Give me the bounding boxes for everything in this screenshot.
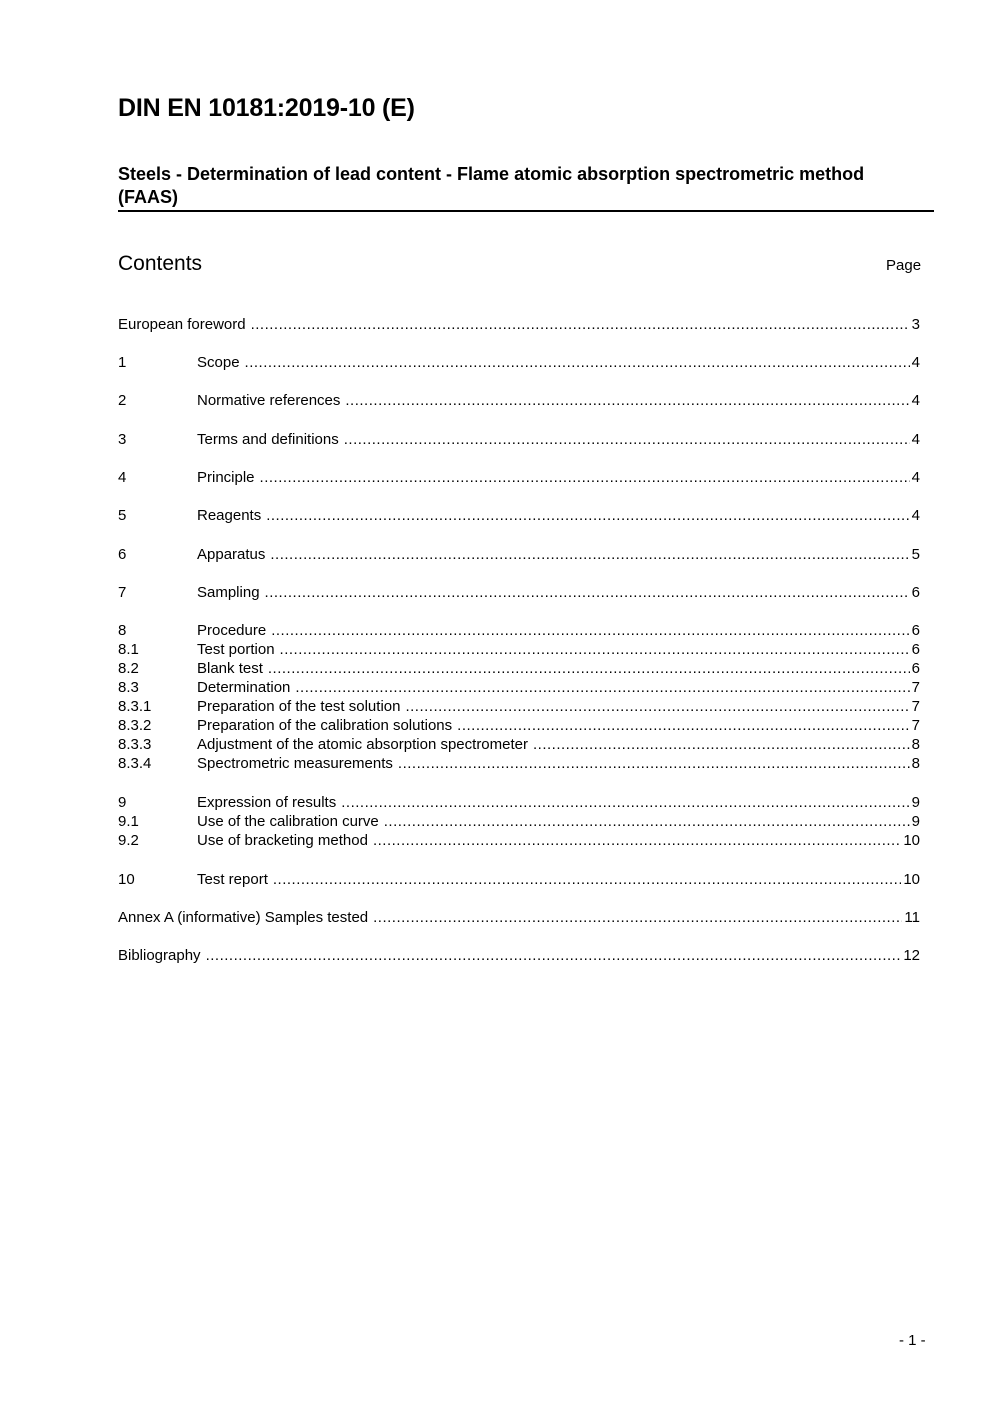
toc-entry-page: 4 [911,469,920,486]
toc-entry-title: Expression of results [197,794,337,811]
toc-entry-title: Adjustment of the atomic absorption spectrometer [197,736,528,753]
toc-entry[interactable] [118,679,920,698]
toc-entry-number: 10 [118,871,135,888]
toc-entry-title: Preparation of the calibration solutions [197,717,453,734]
toc-entry-page: 4 [911,392,920,409]
toc-entry-number: 9.1 [118,813,139,830]
toc-entry[interactable] [118,316,920,335]
page-number: - 1 - [899,1332,926,1349]
toc-entry-title: Terms and definitions [197,431,339,448]
dot-leader [341,794,909,811]
toc-entry[interactable] [118,871,920,890]
toc-entry-title: Scope [197,354,240,371]
toc-entry-number: 2 [118,392,127,409]
toc-entry-number: 8.2 [118,660,139,677]
toc-entry-number: 8.3.2 [118,717,152,734]
toc-entry[interactable] [118,755,920,774]
toc-entry[interactable] [118,736,920,755]
dot-leader [273,871,901,888]
dot-leader [345,392,909,409]
toc-entry[interactable] [118,698,920,717]
toc-entry-page: 7 [911,717,920,734]
toc-entry[interactable] [118,354,920,373]
toc-entry-page: 6 [911,641,920,658]
toc-entry-page: 4 [911,354,920,371]
page-column-label: Page [886,257,922,274]
toc-entry-title: Apparatus [197,546,266,563]
dot-leader [373,909,902,926]
contents-heading: Contents [118,252,203,275]
toc-entry-title: Test report [197,871,268,888]
dot-leader [344,431,910,448]
title-divider [118,210,934,212]
toc-entry[interactable] [118,832,920,851]
toc-entry-page: 7 [911,698,920,715]
toc-entry-page: 11 [904,909,920,926]
toc-entry-title: Sampling [197,584,260,601]
toc-entry-number: 9 [118,794,127,811]
toc-entry[interactable] [118,622,920,641]
toc-entry-page: 6 [911,622,920,639]
toc-entry[interactable] [118,794,920,813]
toc-entry-title: Normative references [197,392,341,409]
toc-entry-number: 7 [118,584,127,601]
toc-entry-page: 8 [911,755,920,772]
toc-entry-number: 9.2 [118,832,139,849]
toc-entry-title: Principle [197,469,255,486]
toc-entry-page: 9 [911,813,920,830]
toc-entry[interactable] [118,392,920,411]
toc-entry-title: European foreword [118,316,246,333]
dot-leader [405,698,909,715]
toc-entry[interactable] [118,431,920,450]
toc-entry-title: Blank test [197,660,263,677]
toc-entry-number: 1 [118,354,127,371]
toc-entry[interactable] [118,717,920,736]
toc-entry[interactable] [118,813,920,832]
toc-entry-title: Bibliography [118,947,201,964]
dot-leader [533,736,910,753]
toc-entry-number: 8.3.1 [118,698,152,715]
dot-leader [457,717,910,734]
toc-entry-page: 5 [911,546,920,563]
dot-leader [260,469,910,486]
toc-entry-title: Use of the calibration curve [197,813,379,830]
toc-entry-title: Determination [197,679,291,696]
toc-entry-page: 9 [911,794,920,811]
toc-entry[interactable] [118,947,920,966]
toc-entry-page: 7 [911,679,920,696]
dot-leader [266,507,909,524]
toc-entry-page: 4 [911,507,920,524]
dot-leader [270,546,909,563]
toc-entry-number: 8.3 [118,679,139,696]
toc-entry-number: 8.1 [118,641,139,658]
toc-entry-page: 3 [911,316,920,333]
toc-entry-page: 6 [911,584,920,601]
toc-entry-number: 8 [118,622,127,639]
toc-entry-number: 6 [118,546,127,563]
toc-entry-number: 8.3.4 [118,755,152,772]
dot-leader [251,316,910,333]
dot-leader [280,641,910,658]
dot-leader [206,947,902,964]
dot-leader [373,832,901,849]
document-title: Steels - Determination of lead content - Flame atomic absorption spectrometric method (FAAS) [118,164,865,207]
toc-entry-title: Procedure [197,622,267,639]
toc-entry[interactable] [118,584,920,603]
toc-entry-title: Spectrometric measurements [197,755,393,772]
toc-entry-title: Use of bracketing method [197,832,368,849]
toc-entry-number: 8.3.3 [118,736,152,753]
dot-leader [384,813,910,830]
toc-entry-number: 4 [118,469,127,486]
toc-entry-title: Reagents [197,507,262,524]
toc-entry[interactable] [118,660,920,679]
toc-entry-number: 5 [118,507,127,524]
toc-entry-page: 12 [903,947,920,964]
toc-entry[interactable] [118,546,920,565]
toc-entry-page: 6 [911,660,920,677]
toc-entry-page: 10 [903,832,920,849]
toc-entry-title: Test portion [197,641,275,658]
toc-entry-title: Preparation of the test solution [197,698,401,715]
dot-leader [265,584,910,601]
toc-entry-number: 3 [118,431,127,448]
dot-leader [398,755,910,772]
dot-leader [268,660,910,677]
toc-entry-page: 8 [911,736,920,753]
dot-leader [295,679,909,696]
toc-entry-page: 10 [903,871,920,888]
dot-leader [245,354,910,371]
toc-entry-title: Annex A (informative) Samples tested [118,909,369,926]
toc-entry[interactable] [118,507,920,526]
toc-entry-page: 4 [911,431,920,448]
toc-entry[interactable] [118,469,920,488]
dot-leader [271,622,909,639]
toc-entry[interactable] [118,909,920,928]
toc-entry[interactable] [118,641,920,660]
document-id: DIN EN 10181:2019-10 (E) [118,94,415,122]
